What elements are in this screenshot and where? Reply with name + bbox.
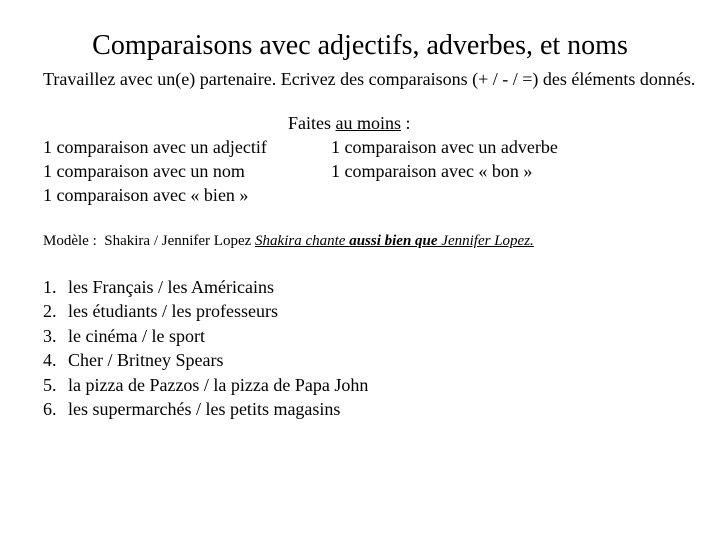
model-answer: [255, 233, 534, 249]
item-number: 6.: [43, 399, 57, 420]
instructions-text: Travaillez avec un(e) partenaire. Ecrivez des comparaisons (+ / - / =) des éléments donnés.: [43, 69, 696, 89]
model-prompt: Shakira / Jennifer Lopez: [104, 233, 252, 249]
list-item: [43, 397, 368, 421]
model-label: Modèle :: [43, 233, 97, 249]
item-list: [43, 275, 368, 421]
item-number: 1.: [43, 277, 57, 297]
item-text: les supermarchés / les petits magasins: [68, 399, 341, 420]
requirement-adjectif: 1 comparaison avec un adjectif: [43, 137, 267, 157]
list-item: [43, 324, 368, 348]
minimum-prefix: Faites: [288, 113, 336, 133]
list-item: [43, 299, 368, 323]
requirement-bien: 1 comparaison avec « bien »: [43, 185, 249, 205]
list-item: [43, 275, 368, 299]
slide-title: Comparaisons avec adjectifs, adverbes, et noms: [92, 30, 628, 61]
item-text: la pizza de Pazzos / la pizza de Papa John: [68, 374, 369, 395]
item-text: le cinéma / le sport: [68, 325, 205, 346]
model-answer-end: Jennifer Lopez.: [437, 233, 534, 249]
minimum-suffix: :: [401, 113, 411, 133]
item-number: 4.: [43, 350, 57, 371]
requirement-adverbe: 1 comparaison avec un adverbe: [331, 137, 558, 157]
item-text: les Français / les Américains: [68, 277, 274, 297]
item-text: Cher / Britney Spears: [68, 350, 224, 371]
item-number: 5.: [43, 374, 57, 395]
item-number: 2.: [43, 301, 57, 322]
minimum-requirement-heading: [288, 113, 411, 133]
minimum-underlined: au moins: [335, 113, 401, 133]
model-answer-comparison: aussi bien que: [349, 233, 438, 249]
model-example: [43, 232, 534, 250]
requirement-bon: 1 comparaison avec « bon »: [331, 161, 533, 181]
item-number: 3.: [43, 325, 57, 346]
model-answer-start: Shakira chante: [255, 233, 350, 249]
list-item: [43, 373, 368, 397]
list-item: [43, 348, 368, 372]
requirement-nom: 1 comparaison avec un nom: [43, 161, 245, 181]
item-text: les étudiants / les professeurs: [68, 301, 278, 322]
